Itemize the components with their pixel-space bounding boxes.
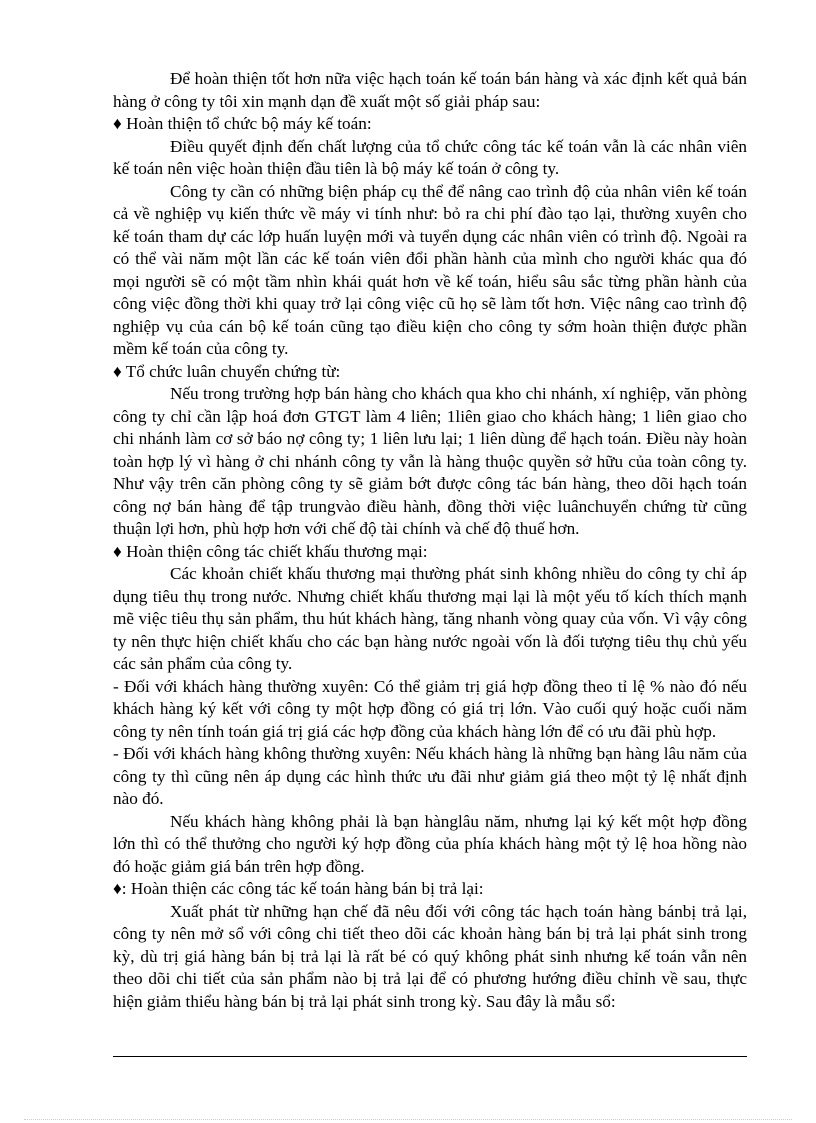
page-bottom-divider [24,1119,792,1120]
section-heading-document-rotation: ♦ Tổ chức luân chuyển chứng từ: [113,361,341,381]
paragraph: Các khoản chiết khấu thương mại thường phát sinh không nhiều do công ty chỉ áp dụng tiêu thụ trong nước. Nhưng chiết khấu thương mại lại là một yếu tố kích thích mạnh mẽ việc tiêu thụ sản phẩm, thu hút khách hàng, tăng nhanh vòng quay của vốn. Vì vậy công ty nên thực hiện chiết khấu cho các bạn hàng nước ngoài vốn là đối tượng tiêu thụ chủ yếu các sản phẩm của công ty. [113,564,747,673]
paragraph: Công ty cần có những biện pháp cụ thể để nâng cao trình độ của nhân viên kế toán cả về nghiệp vụ kiến thức về máy vi tính như: bỏ ra chi phí đào tạo lại, thường xuyên cho kế toán tham dự các lớp huấn luyện mới và tuyển dụng các nhân viên có trình độ. Ngoài ra có thể vài năm một lần các kế toán viên đổi phần hành của mình cho người khác qua đó mọi người sẽ có một tầm nhìn khái quát hơn về kế toán, hiểu sâu sắc từng phần hành của công việc đồng thời khi quay trở lại công việc cũ họ sẽ làm tốt hơn. Việc nâng cao trình độ nghiệp vụ của cán bộ kế toán cũng tạo điều kiện cho công ty sớm hoàn thiện được phần mềm kế toán của công ty. [113,181,747,358]
paragraph: Xuất phát từ những hạn chế đã nêu đối với công tác hạch toán hàng bánbị trả lại, công ty nên mở sổ với công chi tiết theo dõi các khoản hàng bán bị trả lại phát sinh trong kỳ, dù trị giá hàng bán bị trả lại là rất bé có quý không phát sinh nhưng kế toán vẫn nên theo dõi chi tiết của sản phẩm nào bị trả lại để có phương hướng điều chỉnh về sau, thực hiện giảm thiểu hàng bán bị trả lại phát sinh trong kỳ. Sau đây là mẫu sổ: [113,901,747,1011]
section-heading-accounting-apparatus: ♦ Hoàn thiện tổ chức bộ máy kế toán: [113,114,372,133]
section-heading-returned-goods: ♦: Hoàn thiện các công tác kế toán hàng bán bị trả lại: [113,879,484,898]
paragraph: Điều quyết định đến chất lượng của tổ chức công tác kế toán vẫn là các nhân viên kế toán nên việc hoàn thiện đầu tiên là bộ máy kế toán ở công ty. [113,136,747,178]
paragraph: Nếu trong trường hợp bán hàng cho khách qua kho chi nhánh, xí nghiệp, văn phòng công ty chỉ cần lập hoá đơn GTGT làm 4 liên; 1liên giao cho khách hàng; 1 liên giao cho chi nhánh làm cơ sở báo nợ công ty; 1 liên lưu lại; 1 liên dùng để hạch toán. Điều này hoàn toàn hợp lý vì hàng ở chi nhánh công ty vẫn là hàng thuộc quyền sở hữu của toàn công ty. Như vậy trên căn phòng công ty sẽ giảm bớt được công tác bán hàng, theo dõi hạch toán công nợ bán hàng để tập trungvào điều hành, đồng thời việc luânchuyển chứng từ cũng thuận lợi hơn, phù hợp hơn với chế độ tài chính và chế độ thuế hơn. [113,384,747,538]
document-body [113,68,747,1013]
intro-paragraph: Để hoàn thiện tốt hơn nữa việc hạch toán kế toán bán hàng và xác định kết quả bán hàng ở công ty tôi xin mạnh dạn đề xuất một số giải pháp sau: [113,69,747,111]
horizontal-rule [113,1056,747,1057]
section-heading-trade-discount: ♦ Hoàn thiện công tác chiết khấu thương mại: [113,541,428,561]
paragraph: Nếu khách hàng không phải là bạn hànglâu năm, nhưng lại ký kết một hợp đồng lớn thì có thể thưởng cho người ký hợp đồng của phía khách hàng một tỷ lệ hoa hồng nào đó hoặc giảm giá bán trên hợp đồng. [113,811,747,876]
paragraph-irregular-customers: - Đối với khách hàng không thường xuyên: Nếu khách hàng là những bạn hàng lâu năm của công ty thì cũng nên áp dụng các hình thức ưu đãi như giảm giá theo một tỷ lệ nhất định nào đó. [113,744,747,808]
paragraph-regular-customers: - Đối với khách hàng thường xuyên: Có thể giảm trị giá hợp đồng theo tỉ lệ % nào đó nếu khách hàng ký kết với công ty một hợp đồng có giá trị lớn. Vào cuối quý hoặc cuối năm công ty nên tính toán giá trị giá các hợp đồng của khách hàng lớn để có ưu đãi phù hợp. [113,676,747,741]
